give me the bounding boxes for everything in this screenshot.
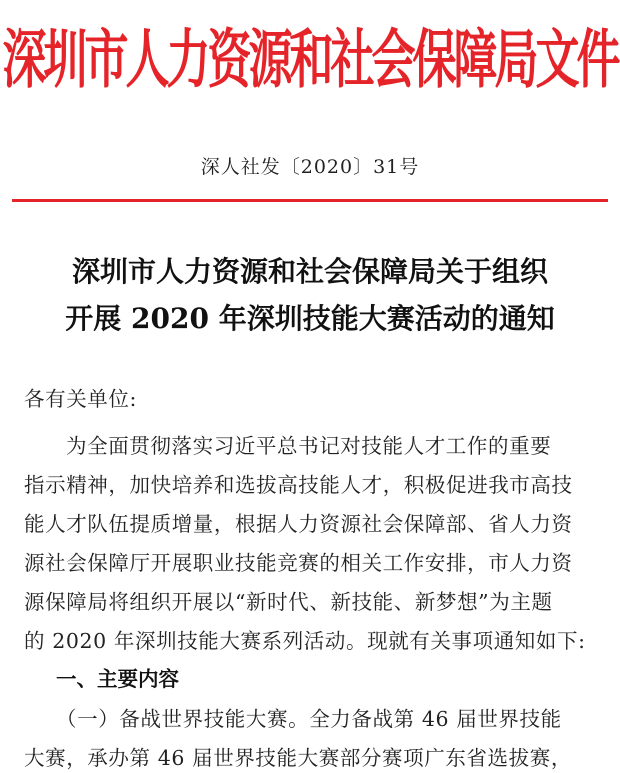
salutation: 各有关单位: (24, 387, 138, 411)
red-divider (12, 199, 608, 202)
document-number: 深人社发〔2020〕31号 (200, 156, 420, 178)
paragraph-line: 源社会保障厅开展职业技能竞赛的相关工作安排，市人力资 (24, 551, 573, 575)
paragraph-line: 指示精神，加快培养和选拔高技能人才，积极促进我市高技 (24, 473, 573, 497)
document-title-line-2: 开展 2020 年深圳技能大赛活动的通知 (65, 302, 555, 335)
paragraph-line: 大赛，承办第 46 届世界技能大赛部分赛项广东省选拔赛， (24, 746, 572, 770)
paragraph-line: （一）备战世界技能大赛。全力备战第 46 届世界技能 (56, 707, 562, 731)
paragraph-line: 源保障局将组织开展以“新时代、新技能、新梦想”为主题 (24, 590, 553, 614)
section-heading: 一、主要内容 (56, 667, 179, 691)
paragraph-line: 为全面贯彻落实习近平总书记对技能人才工作的重要 (66, 434, 552, 458)
document-title-line-1: 深圳市人力资源和社会保障局关于组织 (71, 255, 548, 288)
org-banner: 深圳市人力资源和社会保障局文件 (2, 23, 618, 98)
paragraph-line: 能人才队伍提质增量，根据人力资源社会保障部、省人力资 (24, 512, 573, 536)
paragraph-line: 的 2020 年深圳技能大赛系列活动。现就有关事项通知如下: (24, 629, 586, 653)
